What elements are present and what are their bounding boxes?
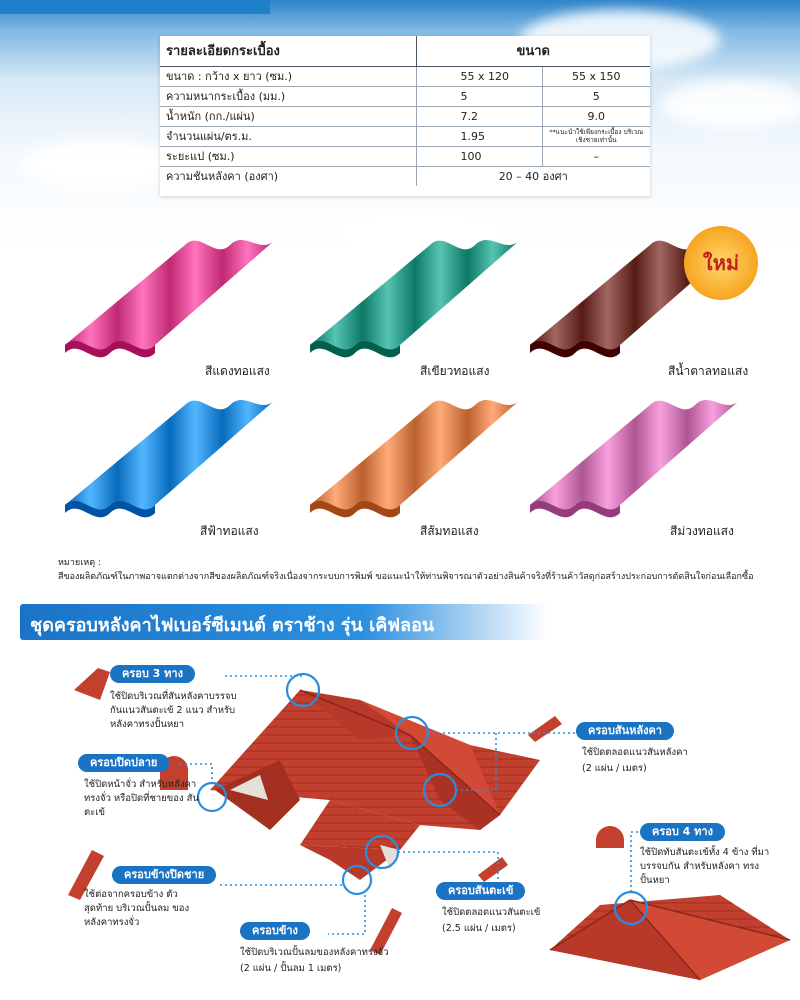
tile-label-red: สีแดงทอแสง [205,364,270,378]
spec-value-merged: 20 – 40 องศา [416,166,650,186]
top-header-strip [0,0,270,14]
spec-row [160,126,650,146]
callout-tag-four-way: ครอบ 4 ทาง [640,823,725,841]
tile-color-gallery [0,220,800,560]
callout-text-four-way: ใช้ปิดทับสันตะเข้ทั้ง 4 ข้าง ที่มาบรรจบกัน สำหรับหลังคา ทรงปั้นหยา [640,847,770,886]
spec-table [160,36,650,186]
tile-label-purple: สีม่วงทอแสง [670,524,734,538]
callout-qty-hip: (2.5 แผ่น / เมตร) [442,923,516,934]
spec-value-120: 5 [416,86,542,106]
tile-label-green: สีเขียวทอแสง [420,364,490,378]
callout-tag-side: ครอบข้าง [240,922,310,940]
new-badge-text: ใหม่ [702,251,740,275]
corrugated-tile-icon [55,395,305,555]
callout-text-three-way: ใช้ปิดบริเวณที่สันหลังคาบรรจบ กันแนวสันตะเข้ 2 แนว สำหรับหลังคาทรงปั้นหยา [110,691,237,730]
spec-row-label: ขนาด : กว้าง x ยาว (ซม.) [160,66,416,86]
tile-swatch [55,395,305,555]
callout-tag-three-way: ครอบ 3 ทาง [110,665,195,683]
tile-label-blue: สีฟ้าทอแสง [200,524,259,538]
spec-value-120: 1.95 [416,126,542,146]
spec-value-150: 5 [542,86,650,106]
callout-qty-ridge: (2 แผ่น / เมตร) [582,763,647,774]
spec-value-120: 100 [416,146,542,166]
callout-tag-ridge: ครอบสันหลังคา [576,722,674,740]
spec-value-150: – [542,146,650,166]
remark-text: สีของผลิตภัณฑ์ในภาพอาจแตกต่างจากสีของผลิตภัณฑ์จริงเนื่องจากระบบการพิมพ์ ขอแนะนำให้ท่านพิจารณาตัวอย่างสินค้าจริงที่ร้านค้าวัสดุก่อสร้างประกอบการตัดสินใจก่อนเลือกซื้อ [58,572,754,582]
remark-block [58,556,754,584]
callout-tag-hip: ครอบสันตะเข้ [436,882,525,900]
spec-header-detail: รายละเอียดกระเบื้อง [160,36,416,66]
spec-value-120: 55 x 120 [416,66,542,86]
callout-text-side-end: ใช้ต่อจากครอบข้าง ตัวสุดท้าย บริเวณปั้นลม ของหลังคาทรงจั่ว [84,889,190,928]
callout-tag-side-end: ครอบข้างปิดชาย [112,866,216,884]
section-title-bar [20,604,548,640]
callout-tag-end-cap: ครอบปิดปลาย [78,754,169,772]
callout-text-ridge: ใช้ปิดตลอดแนวสันหลังคา [582,747,688,758]
spec-row-label: ความชันหลังคา (องศา) [166,170,279,184]
spec-header-size: ขนาด [416,36,650,66]
new-badge [684,226,758,300]
spec-note: **แนะนำใช้เพียงกระเบื้อง บริเวณเชิงชายเท่านั้น [542,126,650,146]
callout-text-end-cap: ใช้ปิดหน้าจั่ว สำหรับหลังคา ทรงจั่ว หรือปิดที่ชายของ สันตะเข้ [84,779,199,818]
callout-text-side: ใช้ปิดบริเวณปั้นลมของหลังคาทรงจั่ว [240,947,389,958]
section-title: ชุดครอบหลังคาไฟเบอร์ซีเมนต์ ตราช้าง รุ่น เคิฟลอน [30,615,435,636]
spec-row-label: ความหนากระเบื้อง (มม.) [160,86,416,106]
spec-row [160,106,650,126]
tile-label-brown: สีน้ำตาลทอแสง [668,364,749,378]
spec-value-120: 7.2 [416,106,542,126]
spec-row [160,166,650,186]
callout-qty-side: (2 แผ่น / ปั้นลม 1 เมตร) [240,963,342,974]
spec-row-label: จำนวนแผ่น/ตร.ม. [160,126,416,146]
spec-row [160,66,650,86]
spec-row-label: น้ำหนัก (กก./แผ่น) [160,106,416,126]
spec-row [160,146,650,166]
main-roof-illustration [210,690,540,880]
spec-table-panel [160,36,650,196]
spec-row [160,86,650,106]
spec-value-150: 55 x 150 [542,66,650,86]
callout-text-hip: ใช้ปิดตลอดแนวสันตะเข้ [442,907,541,918]
remark-title: หมายเหตุ : [58,558,101,568]
tile-label-orange: สีส้มทอแสง [420,524,479,538]
spec-row-label: ระยะแป (ซม.) [160,146,416,166]
spec-value-150: 9.0 [542,106,650,126]
